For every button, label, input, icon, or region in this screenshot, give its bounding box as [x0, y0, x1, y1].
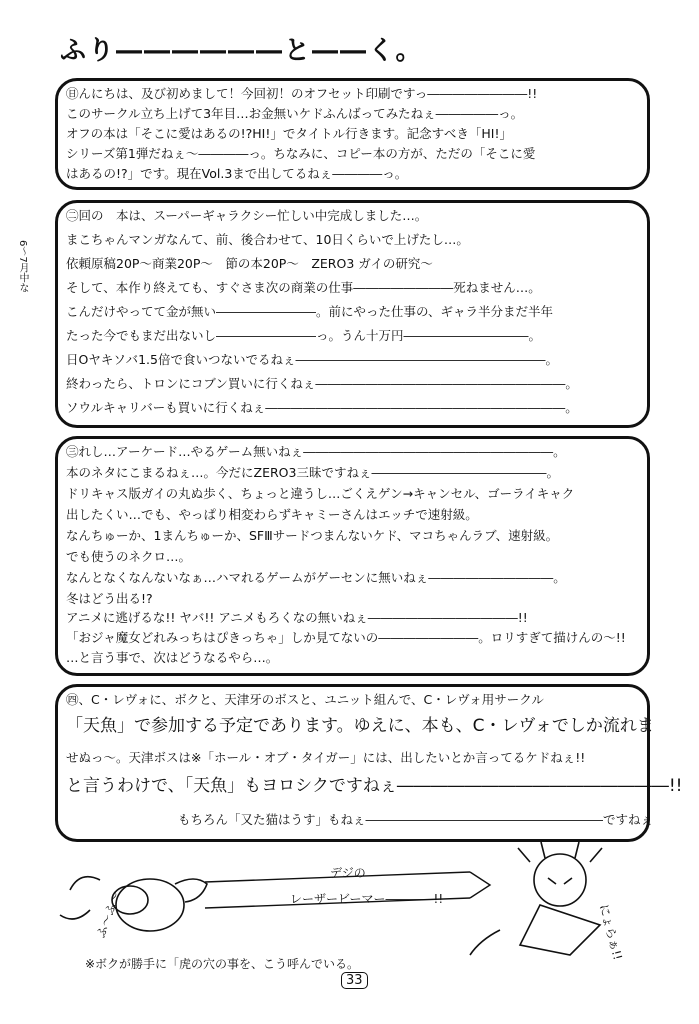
box3-line-6: でも使うのネクロ…。 [66, 549, 192, 564]
footnote: ※ボクが勝手に「虎の穴の事を、こう呼んでいる。 [85, 957, 360, 971]
box3-line-8: 冬はどう出る!? [66, 591, 153, 606]
box4-line-4: と言うわけで、「天魚」もヨロシクですねぇ――――――――――――――――!! [66, 776, 683, 796]
box4-line-2: 「天魚」で参加する予定であります。ゆえに、本も、C・レヴォでしか流れま [66, 716, 654, 736]
box1-line-2: このサークル立ち上げて3年目…お金無いケドふんばってみたねぇ―――――っ。 [66, 106, 524, 121]
box3-line-11: …と言う事で、次はどうなるやら…。 [66, 650, 279, 665]
box2-line-3: 依頼原稿20P〜商業20P〜 節の本20P〜 ZERO3 ガイの研究〜 [66, 256, 433, 271]
page-number: 33 [341, 972, 368, 989]
box2-line-9: ソウルキャリバーも買いに行くねぇ――――――――――――――――――――――――。 [66, 400, 578, 415]
box2-line-4: そして、本作り終えても、すぐさま次の商業の仕事――――――――死ねません…。 [66, 280, 541, 295]
box4-line-5: もちろん「又た猫はうす」もねぇ―――――――――――――――――――ですねぇ [178, 812, 654, 827]
box3-line-5: なんちゅーか、1まんちゅーか、SFⅢサードつまんないケド、マコちゃんラブ、速射級。 [66, 528, 559, 543]
box3-line-10: 「おジャ魔女どれみっちはぴきっちゃ」しか見てないの――――――――。ロリすぎて描けんの〜!! [66, 630, 626, 645]
box2-line-5: こんだけやってて金が無い――――――――。前にやった仕事の、ギャラ半分まだ半年 [66, 304, 554, 319]
laser-label-top: デジの [330, 866, 366, 880]
box2-line-2: まこちゃんマンガなんて、前、後合わせて、10日くらいで上げたし…。 [66, 232, 469, 247]
box3-line-4: 出したくい…でも、やっぱり相変わらずキャミーさんはエッチで速射級。 [66, 507, 478, 522]
title-text: ふり――――――と――く。 [60, 36, 424, 66]
box2-line-7: 日Oヤキソバ1.5倍で食いつないでるねぇ――――――――――――――――――――。 [66, 352, 558, 367]
laser-label-bottom: レーザービーマー――――!! [290, 892, 444, 906]
box4-line-1: ㊃、C・レヴォに、ボクと、天津牙のボスと、ユニット組んで、C・レヴォ用サークル [66, 692, 544, 707]
box3-line-1: ㊂れし…アーケード…やるゲーム無いねぇ――――――――――――――――――――。 [66, 444, 566, 459]
box1-line-5: はあるの!?」です。現在Vol.3まで出してるねぇ――――っ。 [66, 166, 408, 181]
box2-line-1: ㊁回の 本は、スーパーギャラクシー忙しい中完成しました…。 [66, 208, 428, 223]
puff-text: ふ〜ふ〜 [93, 889, 124, 940]
side-note: 6〜7月中な [17, 240, 28, 293]
left-creature-drawing [60, 877, 207, 931]
box3-line-3: ドリキャス版ガイの丸ぬ歩く、ちょっと違うし…ごくえゲン→キャンセル、ゴーライキャク [66, 486, 575, 501]
box1-line-3: オフの本は「そこに愛はあるの!?HI!」でタイトル行きます。記念すべき「HI!」 [66, 126, 512, 141]
box3-line-7: なんとなくなんないなぁ…ハマれるゲームがゲーセンに無いねぇ――――――――――。 [66, 570, 566, 585]
box2-line-8: 終わったら、トロンにコブン買いに行くねぇ――――――――――――――――――――。 [66, 376, 578, 391]
box3-line-9: アニメに逃げるな!! ヤバ!! アニメもろくなの無いねぇ――――――――――――!! [66, 610, 528, 625]
box1-line-1: ㊐んにちは、及び初めまして！今回初！のオフセット印刷ですっ――――――――!! [66, 86, 538, 101]
right-character-drawing [470, 842, 602, 955]
cry-text: にょらぁ!! [596, 902, 625, 962]
box3-line-2: 本のネタにこまるねぇ…。今だにZERO3三昧ですねぇ――――――――――――――。 [66, 465, 559, 480]
box2-line-6: たった今でもまだ出ないし――――――――っ。うん十万円――――――――――。 [66, 328, 542, 343]
box1-line-4: シリーズ第1弾だねぇ〜――――っ。ちなみに、コピー本の方が、ただの「そこに愛 [66, 146, 536, 161]
box4-line-3: せぬっ〜。天津ボスは※「ホール・オブ・タイガー」には、出したいとか言ってるケドねぇ!! [66, 750, 586, 765]
